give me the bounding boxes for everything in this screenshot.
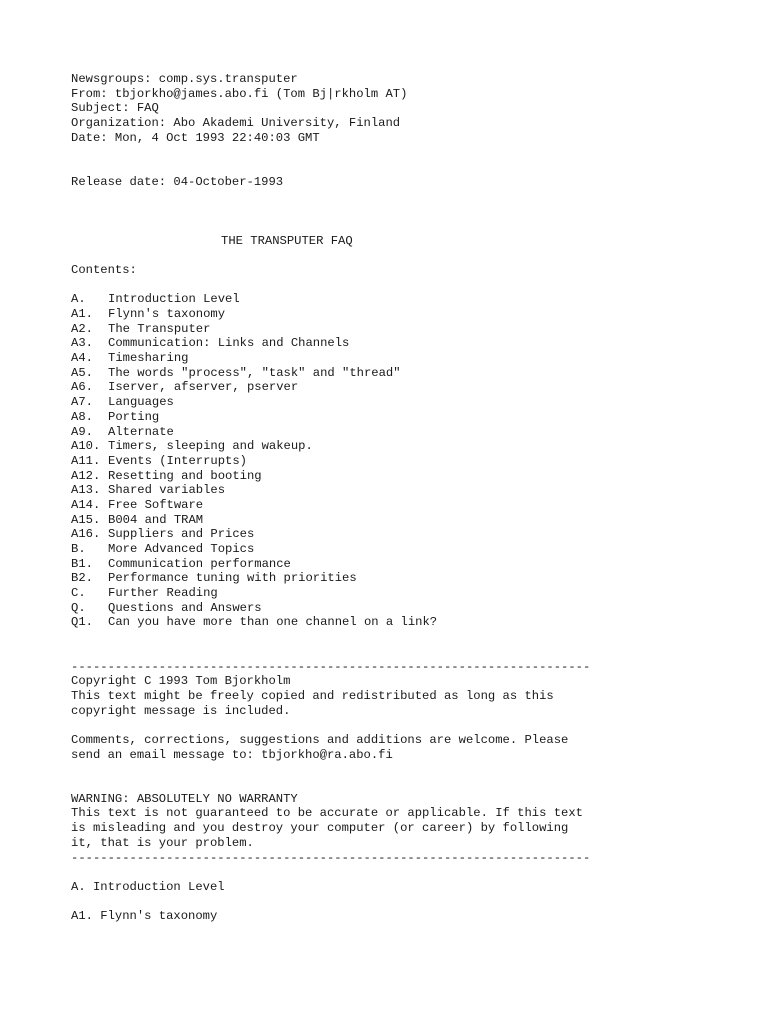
- toc-item: [71, 483, 751, 498]
- toc-label: The Transputer: [108, 321, 211, 336]
- warning-line: is misleading and you destroy your computer (or career) by following: [71, 821, 569, 836]
- toc-item: [71, 395, 751, 410]
- toc-number: A9.: [71, 424, 93, 439]
- toc-number: A15.: [71, 512, 101, 527]
- toc-item: [71, 454, 751, 469]
- toc-number: Q.: [71, 600, 86, 615]
- toc-item: [71, 469, 751, 484]
- toc-number: A7.: [71, 395, 93, 410]
- copyright-line: This text might be freely copied and redistributed as long as this: [71, 688, 554, 703]
- toc-item: [71, 336, 751, 351]
- toc-number: A16.: [71, 527, 101, 542]
- toc-number: B2.: [71, 571, 93, 586]
- toc-number: A6.: [71, 380, 93, 395]
- toc-label: Performance tuning with priorities: [108, 571, 357, 586]
- section-a1-heading: A1. Flynn's taxonomy: [71, 909, 218, 924]
- header-subject: Subject: FAQ: [71, 101, 159, 116]
- toc-label: Suppliers and Prices: [108, 527, 255, 542]
- toc-item: [71, 380, 751, 395]
- toc-item: [71, 322, 751, 337]
- toc-number: A12.: [71, 468, 101, 483]
- document-title: THE TRANSPUTER FAQ: [221, 233, 353, 248]
- toc-item: [71, 513, 751, 528]
- toc-label: Communication performance: [108, 556, 291, 571]
- toc-label: Resetting and booting: [108, 468, 262, 483]
- section-a-heading: A. Introduction Level: [71, 879, 225, 894]
- table-of-contents: [71, 292, 751, 630]
- toc-item: [71, 557, 751, 572]
- toc-number: B.: [71, 542, 86, 557]
- toc-number: A14.: [71, 497, 101, 512]
- toc-item: [71, 498, 751, 513]
- toc-label: More Advanced Topics: [108, 542, 255, 557]
- separator-bottom: -----------------------------------------------------------------------: [71, 850, 591, 865]
- toc-label: Alternate: [108, 424, 174, 439]
- toc-number: A2.: [71, 321, 93, 336]
- toc-number: C.: [71, 586, 86, 601]
- header-newsgroups: Newsgroups: comp.sys.transputer: [71, 72, 298, 86]
- copyright-notice: [71, 674, 751, 718]
- comments-line: send an email message to: tbjorkho@ra.abo.fi: [71, 747, 393, 762]
- faq-document: [71, 72, 751, 924]
- comments-notice: [71, 733, 751, 762]
- toc-label: Events (Interrupts): [108, 453, 247, 468]
- toc-label: Introduction Level: [108, 292, 240, 307]
- toc-item: [71, 542, 751, 557]
- toc-number: Q1.: [71, 615, 93, 630]
- toc-label: The words "process", "task" and "thread": [108, 365, 401, 380]
- header-organization: Organization: Abo Akademi University, Finland: [71, 116, 401, 131]
- release-date: Release date: 04-October-1993: [71, 174, 284, 189]
- separator-top: -----------------------------------------------------------------------: [71, 659, 591, 674]
- comments-line: Comments, corrections, suggestions and additions are welcome. Please: [71, 733, 569, 747]
- toc-label: Languages: [108, 395, 174, 410]
- warning-line: it, that is your problem.: [71, 835, 254, 850]
- message-header: [71, 72, 751, 145]
- toc-number: A5.: [71, 365, 93, 380]
- toc-item: [71, 292, 751, 307]
- toc-number: A.: [71, 292, 86, 307]
- toc-item: [71, 615, 751, 630]
- toc-label: Free Software: [108, 497, 204, 512]
- toc-number: A10.: [71, 439, 101, 454]
- toc-number: A13.: [71, 483, 101, 498]
- toc-number: A3.: [71, 336, 93, 351]
- header-from: From: tbjorkho@james.abo.fi (Tom Bj|rkholm AT): [71, 86, 408, 101]
- toc-label: Questions and Answers: [108, 600, 262, 615]
- header-date: Date: Mon, 4 Oct 1993 22:40:03 GMT: [71, 130, 320, 145]
- toc-label: Shared variables: [108, 483, 226, 498]
- toc-number: A11.: [71, 453, 101, 468]
- toc-label: Porting: [108, 409, 160, 424]
- toc-item: [71, 439, 751, 454]
- copyright-line: Copyright C 1993 Tom Bjorkholm: [71, 674, 291, 689]
- toc-label: Timesharing: [108, 351, 189, 366]
- toc-item: [71, 586, 751, 601]
- toc-number: A1.: [71, 307, 93, 322]
- warning-heading: WARNING: ABSOLUTELY NO WARRANTY: [71, 791, 298, 806]
- copyright-line: copyright message is included.: [71, 703, 291, 718]
- toc-number: A4.: [71, 351, 93, 366]
- toc-item: [71, 601, 751, 616]
- warranty-warning: [71, 792, 751, 851]
- toc-label: Flynn's taxonomy: [108, 307, 226, 322]
- toc-label: Further Reading: [108, 586, 218, 601]
- toc-label: Iserver, afserver, pserver: [108, 380, 299, 395]
- toc-label: Communication: Links and Channels: [108, 336, 350, 351]
- toc-item: [71, 425, 751, 440]
- toc-label: B004 and TRAM: [108, 512, 204, 527]
- toc-item: [71, 410, 751, 425]
- toc-number: A8.: [71, 409, 93, 424]
- toc-number: B1.: [71, 556, 93, 571]
- warning-line: This text is not guaranteed to be accurate or applicable. If this text: [71, 806, 583, 821]
- toc-item: [71, 527, 751, 542]
- toc-item: [71, 366, 751, 381]
- toc-item: [71, 571, 751, 586]
- toc-item: [71, 307, 751, 322]
- toc-label: Can you have more than one channel on a link?: [108, 615, 438, 630]
- toc-item: [71, 351, 751, 366]
- toc-label: Timers, sleeping and wakeup.: [108, 439, 313, 454]
- contents-heading: Contents:: [71, 262, 137, 277]
